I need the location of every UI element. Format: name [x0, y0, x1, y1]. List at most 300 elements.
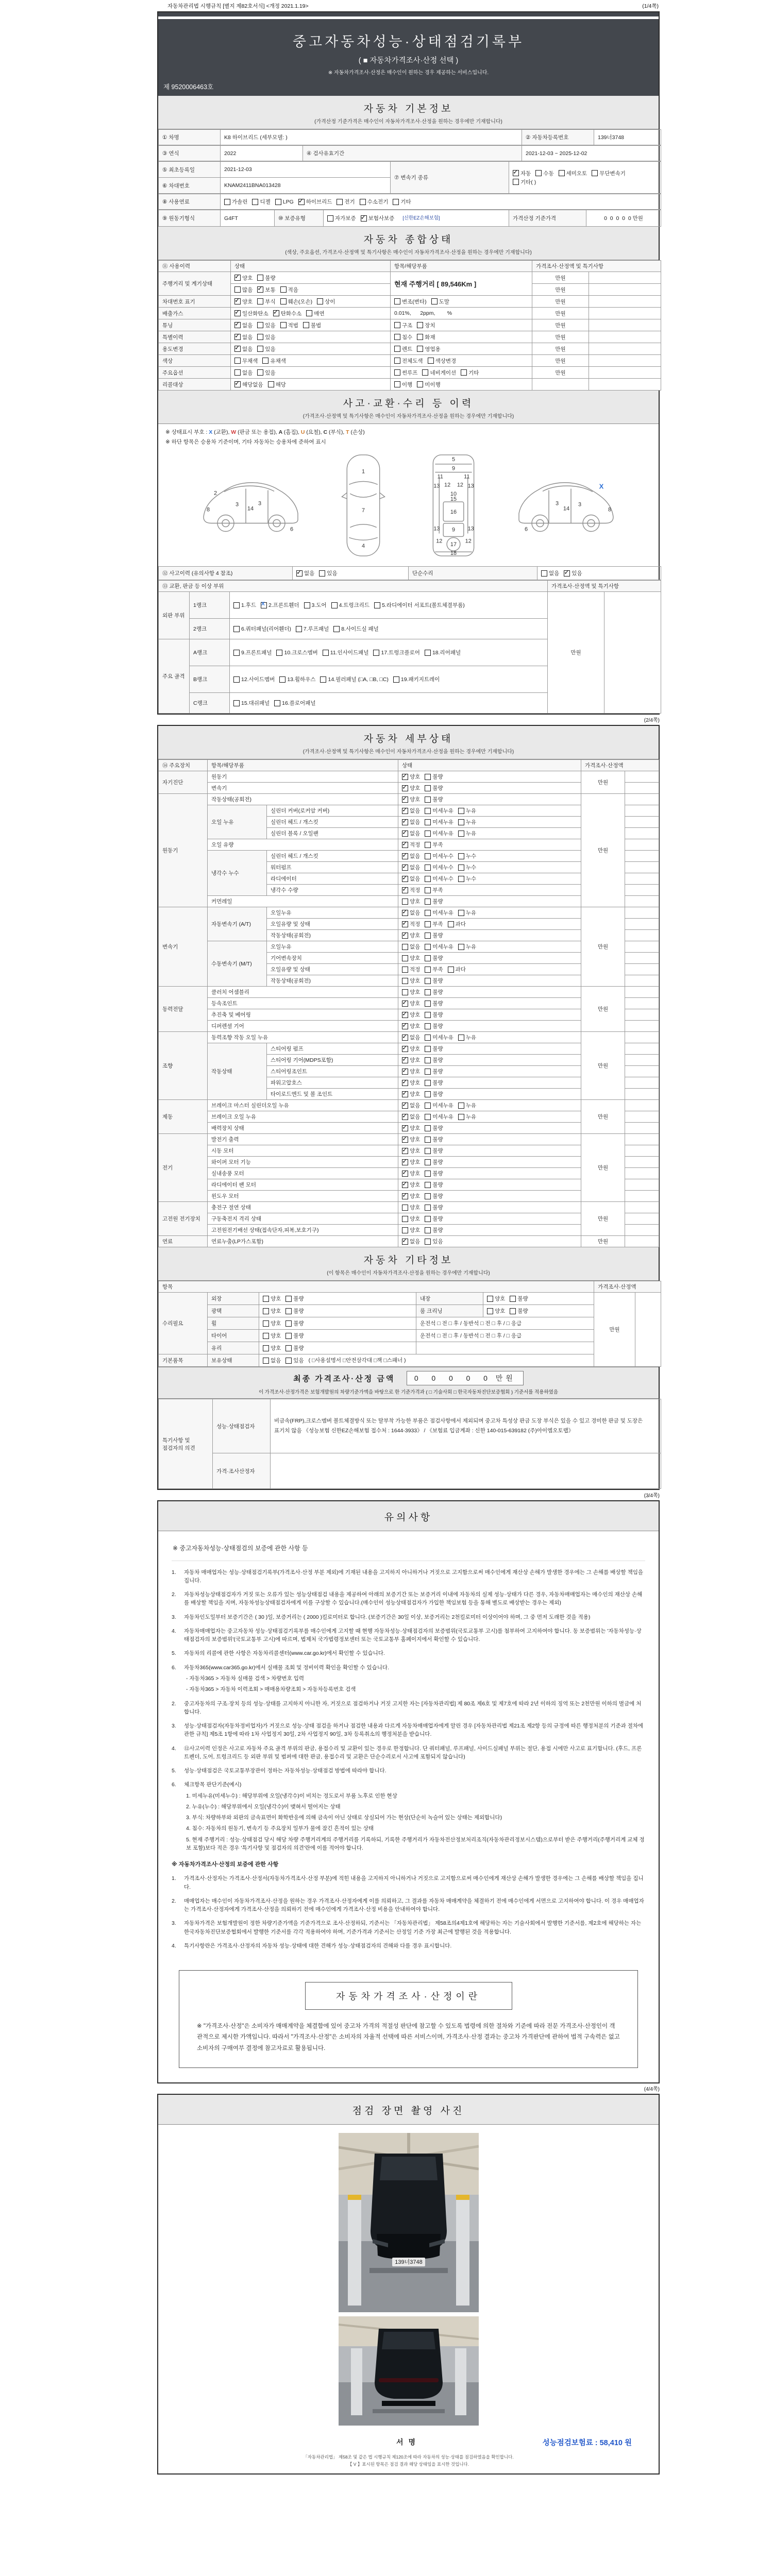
checkbox[interactable] [458, 1035, 464, 1041]
checkbox-option[interactable] [458, 863, 476, 871]
checkbox[interactable] [458, 944, 464, 950]
checkbox[interactable] [513, 179, 519, 185]
checkbox[interactable] [268, 381, 274, 387]
checkbox[interactable] [425, 1012, 431, 1018]
checkbox-option[interactable] [425, 909, 453, 917]
checkbox-checked[interactable] [234, 346, 241, 352]
checkbox-option[interactable] [425, 999, 443, 1007]
checkbox-option[interactable] [233, 699, 270, 707]
checkbox-option[interactable] [402, 1136, 420, 1143]
checkbox-option[interactable] [422, 369, 456, 377]
checkbox-option[interactable] [402, 863, 420, 871]
checkbox-option[interactable] [425, 1033, 453, 1041]
checkbox-option[interactable] [425, 1136, 443, 1143]
checkbox[interactable] [285, 1345, 292, 1351]
checkbox[interactable] [263, 1333, 269, 1339]
checkbox-option[interactable] [425, 1011, 443, 1019]
checkbox[interactable] [280, 322, 287, 328]
checkbox-checked[interactable] [402, 1137, 408, 1143]
checkbox-checked[interactable] [402, 842, 408, 848]
checkbox-option[interactable] [257, 345, 275, 353]
checkbox-option[interactable] [458, 943, 476, 951]
checkbox-option[interactable] [402, 1045, 420, 1053]
checkbox[interactable] [303, 322, 309, 328]
checkbox-option[interactable] [327, 214, 356, 222]
checkbox-option[interactable] [535, 170, 553, 177]
checkbox-option[interactable] [458, 1101, 476, 1109]
checkbox[interactable] [257, 322, 263, 328]
checkbox[interactable] [425, 967, 431, 973]
checkbox-checked[interactable] [564, 570, 570, 577]
checkbox[interactable] [333, 626, 340, 632]
checkbox-option[interactable] [425, 841, 443, 849]
checkbox-option[interactable] [425, 795, 443, 803]
checkbox-option[interactable] [233, 601, 256, 609]
checkbox[interactable] [257, 298, 263, 304]
checkbox-option[interactable] [257, 369, 275, 377]
checkbox[interactable] [279, 676, 285, 683]
checkbox-option[interactable] [402, 1181, 420, 1189]
checkbox-option[interactable] [233, 675, 275, 683]
checkbox[interactable] [425, 944, 431, 950]
checkbox[interactable] [320, 676, 326, 683]
checkbox-option[interactable] [402, 1215, 420, 1223]
checkbox[interactable] [360, 199, 366, 205]
checkbox-option[interactable] [234, 310, 268, 317]
checkbox-option[interactable] [425, 886, 443, 894]
checkbox[interactable] [458, 1114, 464, 1120]
checkbox-option[interactable] [458, 829, 476, 837]
checkbox-option[interactable] [428, 357, 457, 365]
checkbox-option[interactable] [402, 999, 420, 1007]
checkbox-option[interactable] [273, 310, 302, 317]
checkbox[interactable] [306, 310, 312, 316]
checkbox-option[interactable] [417, 345, 440, 353]
checkbox[interactable] [252, 199, 258, 205]
checkbox-option[interactable] [402, 909, 420, 917]
checkbox-option[interactable] [425, 977, 443, 985]
checkbox[interactable] [448, 921, 454, 927]
checkbox-option[interactable] [541, 569, 559, 577]
checkbox-option[interactable] [425, 875, 453, 883]
checkbox[interactable] [425, 1171, 431, 1177]
checkbox-option[interactable] [425, 1158, 443, 1166]
checkbox[interactable] [458, 910, 464, 916]
checkbox-option[interactable] [448, 920, 466, 928]
checkbox[interactable] [263, 1308, 269, 1314]
checkbox-option[interactable] [402, 1170, 420, 1177]
checkbox[interactable] [234, 369, 241, 376]
checkbox-option[interactable] [234, 274, 253, 282]
checkbox[interactable] [535, 170, 542, 176]
checkbox-option[interactable] [393, 198, 411, 206]
checkbox-option[interactable] [402, 1158, 420, 1166]
checkbox-option[interactable] [394, 381, 412, 388]
checkbox-option[interactable] [331, 601, 369, 609]
checkbox-checked[interactable] [402, 1069, 408, 1075]
checkbox[interactable] [425, 1001, 431, 1007]
checkbox[interactable] [425, 899, 431, 905]
checkbox[interactable] [425, 831, 431, 837]
checkbox[interactable] [262, 358, 268, 364]
checkbox[interactable] [257, 334, 263, 340]
checkbox[interactable] [425, 1193, 431, 1199]
checkbox-option[interactable] [394, 345, 412, 353]
checkbox[interactable] [394, 346, 400, 352]
checkbox[interactable] [425, 1159, 431, 1165]
checkbox-option[interactable] [319, 569, 337, 577]
checkbox[interactable] [275, 199, 281, 205]
checkbox[interactable] [425, 819, 431, 825]
checkbox-option[interactable] [285, 1332, 304, 1340]
checkbox[interactable] [417, 322, 423, 328]
checkbox-option[interactable] [448, 965, 466, 973]
checkbox[interactable] [402, 1216, 408, 1222]
checkbox-option[interactable] [402, 795, 420, 803]
checkbox-option[interactable] [417, 381, 440, 388]
checkbox[interactable] [319, 570, 325, 577]
checkbox-option[interactable] [564, 569, 582, 577]
checkbox-checked[interactable] [257, 286, 263, 293]
checkbox[interactable] [417, 334, 423, 340]
checkbox-checked[interactable] [261, 602, 267, 608]
checkbox-option[interactable] [458, 909, 476, 917]
checkbox[interactable] [425, 796, 431, 803]
checkbox-option[interactable] [374, 601, 465, 609]
checkbox-option[interactable] [402, 1101, 420, 1109]
checkbox[interactable] [425, 933, 431, 939]
checkbox-option[interactable] [252, 198, 270, 206]
checkbox-option[interactable] [262, 357, 285, 365]
checkbox-option[interactable] [285, 1344, 304, 1352]
checkbox-option[interactable] [425, 1170, 443, 1177]
checkbox[interactable] [402, 899, 408, 905]
checkbox[interactable] [592, 170, 598, 176]
checkbox[interactable] [402, 944, 408, 950]
checkbox-checked[interactable] [402, 1091, 408, 1097]
checkbox-option[interactable] [280, 321, 298, 329]
checkbox[interactable] [337, 199, 343, 205]
checkbox-checked[interactable] [402, 1080, 408, 1086]
checkbox-option[interactable] [425, 1204, 443, 1211]
checkbox-option[interactable] [234, 298, 253, 306]
checkbox-checked[interactable] [402, 819, 408, 825]
checkbox-option[interactable] [402, 818, 420, 826]
checkbox-option[interactable] [275, 199, 294, 205]
checkbox-checked[interactable] [234, 381, 241, 387]
checkbox-option[interactable] [402, 1011, 420, 1019]
checkbox-option[interactable] [402, 897, 420, 905]
checkbox-option[interactable] [306, 310, 324, 317]
checkbox-option[interactable] [402, 1067, 420, 1075]
checkbox-option[interactable] [402, 965, 420, 973]
checkbox-option[interactable] [394, 333, 412, 341]
checkbox-option[interactable] [257, 298, 275, 306]
checkbox[interactable] [323, 650, 329, 656]
checkbox[interactable] [257, 275, 263, 281]
checkbox-option[interactable] [285, 1319, 304, 1327]
checkbox[interactable] [422, 369, 428, 376]
checkbox[interactable] [425, 1148, 431, 1154]
checkbox-option[interactable] [402, 829, 420, 837]
checkbox-option[interactable] [402, 1238, 420, 1245]
checkbox-option[interactable] [280, 298, 313, 306]
checkbox-option[interactable] [425, 863, 453, 871]
checkbox-option[interactable] [425, 1113, 453, 1121]
checkbox-option[interactable] [425, 1192, 443, 1200]
checkbox[interactable] [257, 369, 263, 376]
checkbox-option[interactable] [510, 1295, 528, 1302]
checkbox-checked[interactable] [402, 1193, 408, 1199]
checkbox-option[interactable] [402, 1022, 420, 1030]
checkbox[interactable] [296, 626, 302, 632]
checkbox[interactable] [373, 650, 379, 656]
checkbox[interactable] [425, 1023, 431, 1029]
checkbox[interactable] [458, 808, 464, 814]
checkbox[interactable] [402, 1227, 408, 1233]
checkbox[interactable] [461, 369, 467, 376]
checkbox-option[interactable] [425, 1226, 443, 1234]
checkbox-option[interactable] [402, 1124, 420, 1132]
checkbox-option[interactable] [394, 321, 412, 329]
checkbox-option[interactable] [263, 1319, 281, 1327]
checkbox[interactable] [263, 1320, 269, 1327]
checkbox[interactable] [425, 876, 431, 882]
checkbox[interactable] [425, 1114, 431, 1120]
checkbox-option[interactable] [393, 675, 440, 683]
checkbox[interactable] [425, 1080, 431, 1086]
checkbox-option[interactable] [513, 178, 536, 186]
checkbox[interactable] [425, 1046, 431, 1052]
checkbox-option[interactable] [425, 988, 443, 996]
checkbox-option[interactable] [234, 321, 253, 329]
checkbox-option[interactable] [425, 920, 443, 928]
checkbox[interactable] [458, 1103, 464, 1109]
checkbox-checked[interactable] [361, 215, 367, 222]
checkbox[interactable] [393, 676, 399, 683]
checkbox[interactable] [425, 842, 431, 848]
checkbox-option[interactable] [458, 852, 476, 860]
checkbox[interactable] [233, 650, 240, 656]
checkbox[interactable] [280, 286, 287, 293]
checkbox[interactable] [487, 1308, 493, 1314]
checkbox-checked[interactable] [402, 1035, 408, 1041]
checkbox[interactable] [304, 602, 310, 608]
checkbox[interactable] [263, 1296, 269, 1302]
checkbox[interactable] [425, 1227, 431, 1233]
checkbox-checked[interactable] [234, 322, 241, 328]
checkbox-option[interactable] [417, 333, 435, 341]
checkbox[interactable] [394, 334, 400, 340]
checkbox-option[interactable] [263, 1332, 281, 1340]
checkbox-option[interactable] [425, 954, 443, 962]
checkbox-checked[interactable] [234, 298, 241, 304]
checkbox[interactable] [393, 199, 399, 205]
checkbox-option[interactable] [425, 943, 453, 951]
checkbox[interactable] [234, 286, 241, 293]
checkbox-checked[interactable] [402, 1125, 408, 1131]
checkbox-option[interactable] [431, 298, 449, 306]
checkbox[interactable] [425, 1091, 431, 1097]
checkbox-option[interactable] [425, 852, 453, 860]
checkbox[interactable] [458, 865, 464, 871]
checkbox-checked[interactable] [513, 170, 519, 176]
checkbox-option[interactable] [234, 286, 253, 294]
checkbox-checked[interactable] [234, 334, 241, 340]
checkbox-option[interactable] [234, 345, 253, 353]
checkbox-option[interactable] [224, 198, 247, 206]
checkbox-option[interactable] [425, 784, 443, 792]
checkbox[interactable] [285, 1308, 292, 1314]
checkbox-checked[interactable] [402, 774, 408, 780]
checkbox-option[interactable] [402, 988, 420, 996]
checkbox[interactable] [224, 199, 230, 205]
checkbox-option[interactable] [425, 649, 461, 656]
checkbox-option[interactable] [425, 1090, 443, 1098]
checkbox-option[interactable] [317, 298, 335, 306]
checkbox[interactable] [425, 910, 431, 916]
checkbox-option[interactable] [333, 625, 379, 633]
checkbox-option[interactable] [402, 1033, 420, 1041]
checkbox[interactable] [425, 808, 431, 814]
checkbox[interactable] [425, 1137, 431, 1143]
checkbox-option[interactable] [402, 852, 420, 860]
checkbox-option[interactable] [402, 1147, 420, 1155]
checkbox-checked[interactable] [402, 1148, 408, 1154]
checkbox-checked[interactable] [402, 1023, 408, 1029]
checkbox-option[interactable] [337, 198, 355, 206]
checkbox-option[interactable] [402, 886, 420, 894]
checkbox[interactable] [263, 1345, 269, 1351]
checkbox[interactable] [425, 989, 431, 995]
checkbox-option[interactable] [592, 170, 626, 177]
checkbox-option[interactable] [304, 601, 327, 609]
checkbox-option[interactable] [402, 841, 420, 849]
checkbox-checked[interactable] [402, 796, 408, 803]
checkbox-option[interactable] [425, 1101, 453, 1109]
checkbox-option[interactable] [257, 333, 275, 341]
checkbox-checked[interactable] [234, 275, 241, 281]
checkbox-checked[interactable] [298, 199, 305, 205]
checkbox[interactable] [448, 967, 454, 973]
checkbox-checked[interactable] [402, 831, 408, 837]
checkbox[interactable] [510, 1308, 516, 1314]
checkbox[interactable] [425, 865, 431, 871]
checkbox-option[interactable] [323, 649, 369, 656]
checkbox-option[interactable] [425, 1067, 443, 1075]
checkbox-checked[interactable] [402, 865, 408, 871]
checkbox-option[interactable] [402, 784, 420, 792]
checkbox[interactable] [425, 921, 431, 927]
checkbox-option[interactable] [261, 601, 299, 609]
checkbox-option[interactable] [257, 286, 275, 294]
checkbox-option[interactable] [234, 357, 258, 365]
checkbox-checked[interactable] [402, 1103, 408, 1109]
checkbox[interactable] [425, 978, 431, 984]
checkbox[interactable] [274, 700, 280, 706]
checkbox-option[interactable] [234, 381, 263, 388]
checkbox[interactable] [233, 676, 240, 683]
checkbox[interactable] [425, 1035, 431, 1041]
checkbox-option[interactable] [298, 198, 332, 206]
checkbox[interactable] [425, 650, 431, 656]
checkbox-option[interactable] [263, 1307, 281, 1315]
checkbox[interactable] [458, 819, 464, 825]
checkbox[interactable] [327, 215, 333, 222]
checkbox[interactable] [402, 989, 408, 995]
checkbox[interactable] [394, 322, 400, 328]
checkbox-option[interactable] [425, 1124, 443, 1132]
checkbox[interactable] [559, 170, 565, 176]
checkbox-option[interactable] [296, 625, 329, 633]
checkbox-checked[interactable] [402, 933, 408, 939]
checkbox-checked[interactable] [402, 808, 408, 814]
checkbox-option[interactable] [402, 1226, 420, 1234]
checkbox-checked[interactable] [402, 785, 408, 791]
checkbox[interactable] [458, 831, 464, 837]
checkbox-option[interactable] [276, 649, 317, 656]
checkbox-option[interactable] [402, 931, 420, 939]
checkbox[interactable] [394, 369, 400, 376]
checkbox-option[interactable] [425, 1215, 443, 1223]
checkbox-option[interactable] [263, 1344, 281, 1352]
checkbox[interactable] [402, 955, 408, 961]
checkbox-option[interactable] [458, 875, 476, 883]
checkbox-checked[interactable] [402, 1001, 408, 1007]
checkbox-option[interactable] [510, 1307, 528, 1315]
checkbox-option[interactable] [360, 198, 389, 206]
checkbox[interactable] [276, 650, 282, 656]
checkbox-option[interactable] [402, 943, 420, 951]
checkbox[interactable] [394, 358, 400, 364]
checkbox-option[interactable] [402, 1079, 420, 1087]
checkbox-option[interactable] [417, 321, 435, 329]
checkbox[interactable] [331, 602, 338, 608]
checkbox-option[interactable] [425, 807, 453, 815]
checkbox[interactable] [425, 1103, 431, 1109]
checkbox[interactable] [428, 358, 434, 364]
checkbox[interactable] [425, 1216, 431, 1222]
checkbox-option[interactable] [458, 1113, 476, 1121]
checkbox[interactable] [257, 346, 263, 352]
checkbox-checked[interactable] [402, 910, 408, 916]
checkbox-option[interactable] [394, 369, 417, 377]
checkbox-option[interactable] [402, 1192, 420, 1200]
checkbox[interactable] [541, 570, 547, 577]
checkbox-checked[interactable] [296, 570, 303, 577]
checkbox-option[interactable] [234, 369, 253, 377]
checkbox-option[interactable] [402, 807, 420, 815]
checkbox-option[interactable] [458, 807, 476, 815]
checkbox-option[interactable] [458, 1033, 476, 1041]
checkbox-option[interactable] [425, 931, 443, 939]
checkbox[interactable] [458, 876, 464, 882]
checkbox-checked[interactable] [402, 887, 408, 893]
checkbox-option[interactable] [263, 1295, 281, 1302]
checkbox-option[interactable] [234, 333, 253, 341]
checkbox[interactable] [425, 887, 431, 893]
checkbox[interactable] [425, 1125, 431, 1131]
checkbox-option[interactable] [559, 170, 587, 177]
checkbox-option[interactable] [402, 773, 420, 781]
checkbox[interactable] [374, 602, 380, 608]
checkbox-checked[interactable] [402, 876, 408, 882]
checkbox[interactable] [425, 774, 431, 780]
checkbox[interactable] [233, 700, 240, 706]
checkbox[interactable] [417, 381, 423, 387]
checkbox-checked[interactable] [402, 1182, 408, 1188]
checkbox-option[interactable] [296, 569, 314, 577]
